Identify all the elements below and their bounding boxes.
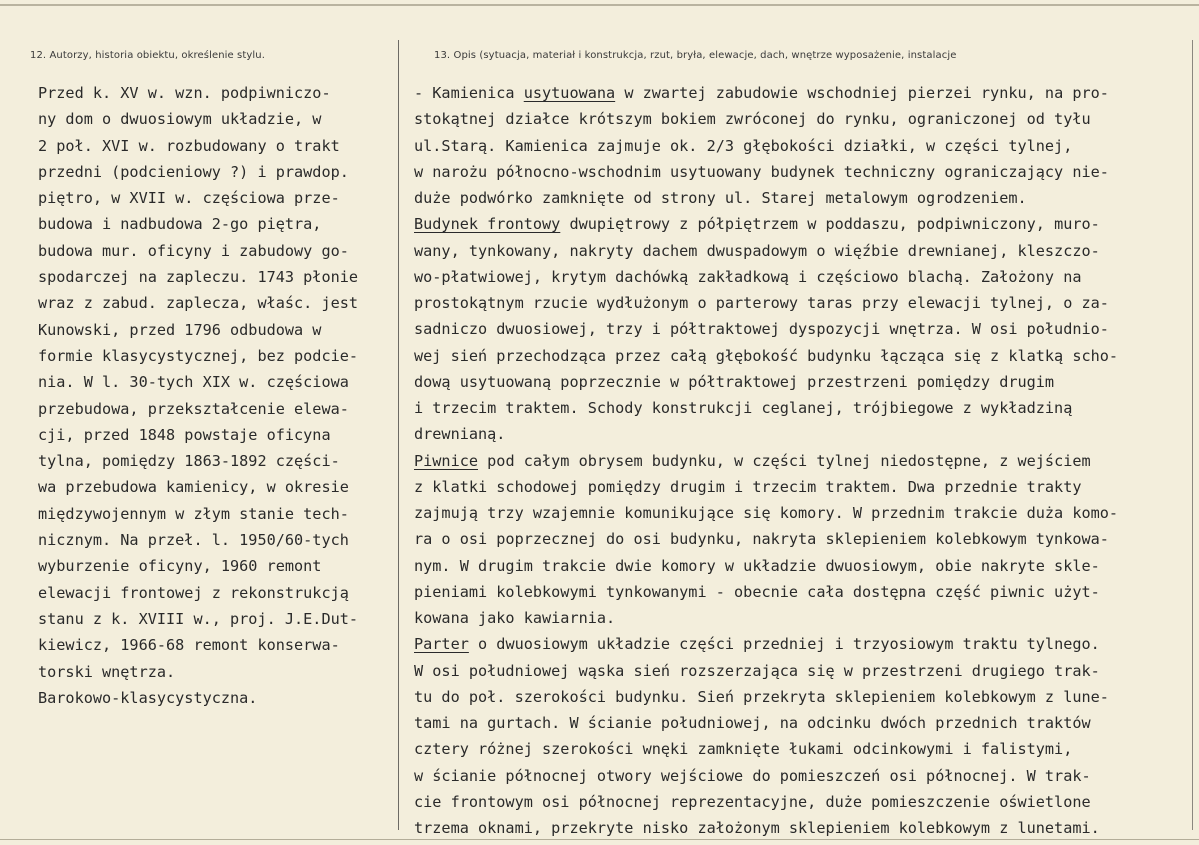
description-line [414, 159, 1184, 185]
history-line: kiewicz, 1966-68 remont konserwa- [38, 636, 340, 655]
text-segment: tami na gurtach. W ścianie południowej, na odcinku dwóch przednich traktów [414, 714, 1091, 732]
text-segment: dową usytuowaną poprzecznie w półtraktowej przestrzeni pomiędzy drugim [414, 372, 1055, 391]
history-line: torski wnętrza. [38, 662, 176, 681]
description-line [414, 684, 1184, 710]
text-segment: ra o osi poprzecznej do osi budynku, nakryta sklepieniem kolebkowym tynkowa- [414, 530, 1109, 549]
history-line: międzywojennym w złym stanie tech- [38, 504, 349, 523]
text-segment: w ścianie północnej otwory wejściowe do pomieszczeń osi północnej. W trak- [414, 766, 1091, 785]
text-segment: trzema oknami, przekryte nisko założonym sklepieniem kolebkowym z lunetami. [414, 819, 1100, 837]
description-line [414, 605, 1184, 631]
text-segment: cie frontowym osi północnej reprezentacyjne, duże pomieszczenie oświetlone [414, 792, 1091, 811]
history-line: ny dom o dwuosiowym układzie, w [38, 110, 322, 129]
history-line: 2 poł. XVI w. rozbudowany o trakt [38, 136, 340, 155]
description-line [414, 474, 1184, 500]
text-segment: prostokątnym rzucie wydłużonym o parterowy taras przy elewacji tylnej, o za- [414, 294, 1109, 312]
history-column [38, 80, 396, 711]
history-line: przebudowa, przekształcenie elewa- [38, 399, 349, 418]
history-line: elewacji frontowej z rekonstrukcją [38, 583, 349, 602]
history-line: cji, przed 1848 powstaje oficyna [38, 425, 331, 444]
text-segment: ul.Starą. Kamienica zajmuje ok. 2/3 głębokości działki, w części tylnej, [414, 136, 1073, 155]
text-segment: o dwuosiowym układzie części przedniej i trzyosiowym traktu tylnego. [468, 635, 1100, 654]
history-line: przedni (podcieniowy ?) i prawdop. [38, 162, 349, 181]
text-segment: tu do poł. szerokości budynku. Sień przekryta sklepieniem kolebkowym z lune- [414, 687, 1109, 706]
description-line [414, 316, 1184, 342]
description-column [414, 80, 1184, 841]
history-line: Przed k. XV w. wzn. podpiwniczo- [38, 84, 331, 102]
description-line [414, 658, 1184, 684]
history-line: budowa i nadbudowa 2-go piętra, [38, 215, 322, 234]
text-segment: kowana jako kawiarnia. [414, 609, 616, 627]
text-segment: - Kamienica [414, 84, 524, 102]
description-line [414, 526, 1184, 552]
description-line [414, 448, 1184, 474]
text-segment: zajmują trzy wzajemnie komunikujące się komory. W przednim trakcie duża komo- [414, 504, 1119, 522]
text-segment: wej sień przechodząca przez całą głębokość budynku łącząca się z klatką scho- [414, 346, 1119, 365]
history-line: formie klasycystycznej, bez podcie- [38, 346, 359, 365]
text-segment: W osi południowej wąska sień rozszerzająca się w przestrzeni drugiego trak- [414, 661, 1100, 680]
description-line [414, 395, 1184, 421]
history-line: wa przebudowa kamienicy, w okresie [38, 478, 349, 497]
underlined-term: usytuowana [523, 84, 616, 102]
history-line: spodarczej na zapleczu. 1743 płonie [38, 268, 359, 287]
description-line [414, 763, 1184, 789]
underlined-term: Piwnice [414, 451, 479, 470]
text-segment: dwupiętrowy z półpiętrzem w poddaszu, podpiwniczony, muro- [560, 215, 1100, 234]
text-segment: nym. W drugim trakcie dwie komory w układzie dwuosiowym, obie nakryte skle- [414, 556, 1100, 575]
history-line: nicznym. Na przeł. l. 1950/60-tych [38, 531, 349, 550]
description-line [414, 553, 1184, 579]
description-line [414, 710, 1184, 736]
description-line [414, 290, 1184, 316]
history-line: Kunowski, przed 1796 odbudowa w [38, 320, 322, 339]
history-line: Barokowo-klasycystyczna. [38, 688, 258, 707]
history-line: stanu z k. XVIII w., proj. J.E.Dut- [38, 609, 359, 628]
right-border [1192, 40, 1193, 830]
description-line [414, 264, 1184, 290]
text-segment: pod całym obrysem budynku, w części tylnej niedostępne, z wejściem [478, 451, 1091, 470]
column-divider [398, 40, 399, 830]
description-line [414, 369, 1184, 395]
text-segment: cztery różnej szerokości wnęki zamknięte łukami odcinkowymi i falistymi, [414, 740, 1073, 759]
text-segment: sadniczo dwuosiowej, trzy i półtraktowej dyspozycji wnętrza. W osi południo- [414, 320, 1109, 339]
text-segment: w narożu północno-wschodnim usytuowany budynek techniczny ograniczający nie- [414, 162, 1109, 181]
history-line: budowa mur. oficyny i zabudowy go- [38, 241, 349, 260]
description-line [414, 789, 1184, 815]
text-segment: z klatki schodowej pomiędzy drugim i trzecim traktem. Dwa przednie trakty [414, 477, 1082, 496]
underlined-term: Budynek frontowy [414, 215, 561, 234]
description-line [414, 211, 1184, 237]
text-segment: i trzecim traktem. Schody konstrukcji ceglanej, trójbiegowe z wykładziną [414, 399, 1073, 417]
description-line [414, 815, 1184, 841]
text-segment: wo-płatwiowej, krytym dachówką zakładkową i częściowo blachą. Założony na [414, 267, 1082, 286]
description-line [414, 736, 1184, 762]
text-segment: w zwartej zabudowie wschodniej pierzei rynku, na pro- [615, 84, 1109, 102]
description-line [414, 185, 1184, 211]
description-line [414, 106, 1184, 132]
description-line [414, 500, 1184, 526]
description-line [414, 579, 1184, 605]
caption-history: 12. Autorzy, historia obiektu, określenie stylu. [30, 50, 265, 61]
description-line [414, 80, 1184, 106]
top-rule [0, 4, 1199, 6]
history-line: piętro, w XVII w. częściowa prze- [38, 189, 340, 208]
history-line: tylna, pomiędzy 1863-1892 części- [38, 452, 340, 471]
text-segment: pieniami kolebkowymi tynkowanymi - obecnie cała dostępna część piwnic użyt- [414, 582, 1100, 601]
caption-description: 13. Opis (sytuacja, materiał i konstrukcja, rzut, bryła, elewacje, dach, wnętrze wyposażenie, instalacje [434, 50, 957, 61]
description-line [414, 631, 1184, 657]
text-segment: stokątnej działce krótszym bokiem zwróconej do rynku, ograniczonej od tyłu [414, 110, 1091, 129]
description-line [414, 421, 1184, 447]
history-line: nia. W l. 30-tych XIX w. częściowa [38, 373, 349, 392]
text-segment: wany, tynkowany, nakryty dachem dwuspadowym o więźbie drewnianej, kleszczo- [414, 241, 1100, 260]
description-line [414, 343, 1184, 369]
description-line [414, 238, 1184, 264]
text-segment: duże podwórko zamknięte od strony ul. Starej metalowym ogrodzeniem. [414, 189, 1027, 207]
history-line: wyburzenie oficyny, 1960 remont [38, 557, 322, 576]
underlined-term: Parter [414, 635, 469, 654]
history-line: wraz z zabud. zaplecza, właśc. jest [38, 294, 359, 313]
text-segment: drewnianą. [414, 425, 506, 444]
description-line [414, 133, 1184, 159]
